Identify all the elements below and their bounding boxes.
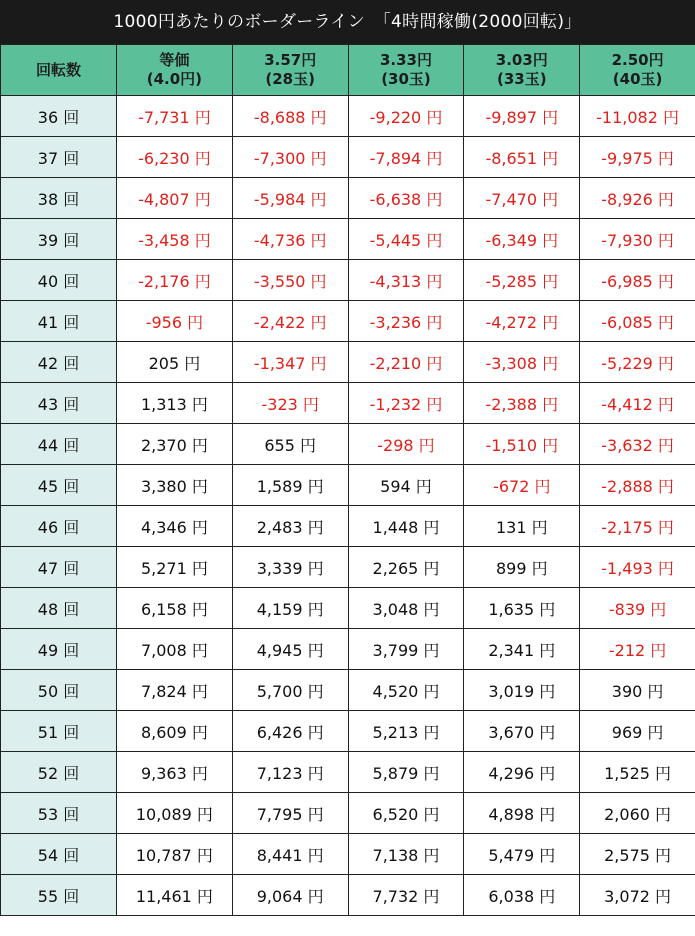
value-cell: 5,479 円 bbox=[464, 834, 580, 875]
value-cell: 8,609 円 bbox=[117, 711, 233, 752]
value-cell: 4,346 円 bbox=[117, 506, 233, 547]
value-cell: -2,888 円 bbox=[580, 465, 695, 506]
spin-count-cell: 46 回 bbox=[1, 506, 117, 547]
table-row bbox=[1, 260, 695, 301]
table-row bbox=[1, 178, 695, 219]
value-cell: 3,670 円 bbox=[464, 711, 580, 752]
value-cell: -6,230 円 bbox=[117, 137, 233, 178]
value-cell: 2,575 円 bbox=[580, 834, 695, 875]
spin-count-cell: 52 回 bbox=[1, 752, 117, 793]
header-sublabel: (28玉) bbox=[265, 70, 315, 88]
value-cell: 6,158 円 bbox=[117, 588, 233, 629]
table-title: 1000円あたりのボーダーライン 「4時間稼働(2000回転)」 bbox=[0, 0, 695, 44]
header-rate-2-50 bbox=[580, 45, 695, 96]
value-cell: -4,736 円 bbox=[232, 219, 348, 260]
value-cell: -3,236 円 bbox=[348, 301, 464, 342]
value-cell: 7,008 円 bbox=[117, 629, 233, 670]
value-cell: -839 円 bbox=[580, 588, 695, 629]
value-cell: -298 円 bbox=[348, 424, 464, 465]
spin-count-cell: 44 回 bbox=[1, 424, 117, 465]
value-cell: -2,175 円 bbox=[580, 506, 695, 547]
spin-count-cell: 54 回 bbox=[1, 834, 117, 875]
value-cell: 3,799 円 bbox=[348, 629, 464, 670]
table-row bbox=[1, 711, 695, 752]
value-cell: -4,313 円 bbox=[348, 260, 464, 301]
header-rate-4-0 bbox=[117, 45, 233, 96]
table-row bbox=[1, 752, 695, 793]
spin-count-cell: 45 回 bbox=[1, 465, 117, 506]
value-cell: 390 円 bbox=[580, 670, 695, 711]
table-row bbox=[1, 588, 695, 629]
value-cell: -4,412 円 bbox=[580, 383, 695, 424]
value-cell: -9,220 円 bbox=[348, 96, 464, 137]
value-cell: 4,159 円 bbox=[232, 588, 348, 629]
header-spin-count bbox=[1, 45, 117, 96]
table-row bbox=[1, 96, 695, 137]
value-cell: -2,210 円 bbox=[348, 342, 464, 383]
table-row bbox=[1, 629, 695, 670]
value-cell: 6,520 円 bbox=[348, 793, 464, 834]
value-cell: -8,926 円 bbox=[580, 178, 695, 219]
value-cell: -323 円 bbox=[232, 383, 348, 424]
value-cell: -1,493 円 bbox=[580, 547, 695, 588]
header-label: 2.50円 bbox=[611, 51, 664, 69]
value-cell: 7,138 円 bbox=[348, 834, 464, 875]
value-cell: 7,824 円 bbox=[117, 670, 233, 711]
spin-count-cell: 55 回 bbox=[1, 875, 117, 916]
value-cell: -3,308 円 bbox=[464, 342, 580, 383]
spin-count-cell: 48 回 bbox=[1, 588, 117, 629]
value-cell: -5,445 円 bbox=[348, 219, 464, 260]
value-cell: -5,285 円 bbox=[464, 260, 580, 301]
spin-count-cell: 40 回 bbox=[1, 260, 117, 301]
table-row bbox=[1, 793, 695, 834]
value-cell: 131 円 bbox=[464, 506, 580, 547]
value-cell: 969 円 bbox=[580, 711, 695, 752]
table-row bbox=[1, 219, 695, 260]
spin-count-cell: 51 回 bbox=[1, 711, 117, 752]
value-cell: 10,089 円 bbox=[117, 793, 233, 834]
value-cell: -1,347 円 bbox=[232, 342, 348, 383]
value-cell: -9,975 円 bbox=[580, 137, 695, 178]
spin-count-cell: 50 回 bbox=[1, 670, 117, 711]
border-line-table bbox=[0, 44, 695, 916]
table-row bbox=[1, 137, 695, 178]
value-cell: 5,271 円 bbox=[117, 547, 233, 588]
value-cell: -7,470 円 bbox=[464, 178, 580, 219]
table-row bbox=[1, 834, 695, 875]
value-cell: -7,930 円 bbox=[580, 219, 695, 260]
value-cell: -4,807 円 bbox=[117, 178, 233, 219]
value-cell: -3,632 円 bbox=[580, 424, 695, 465]
value-cell: -2,388 円 bbox=[464, 383, 580, 424]
value-cell: -6,349 円 bbox=[464, 219, 580, 260]
spin-count-cell: 41 回 bbox=[1, 301, 117, 342]
spin-count-cell: 37 回 bbox=[1, 137, 117, 178]
value-cell: 4,898 円 bbox=[464, 793, 580, 834]
value-cell: 2,265 円 bbox=[348, 547, 464, 588]
value-cell: 1,448 円 bbox=[348, 506, 464, 547]
table-row bbox=[1, 342, 695, 383]
table-row bbox=[1, 465, 695, 506]
header-label: 等価 bbox=[159, 51, 190, 69]
value-cell: -4,272 円 bbox=[464, 301, 580, 342]
spin-count-cell: 53 回 bbox=[1, 793, 117, 834]
header-sublabel: (33玉) bbox=[496, 70, 547, 88]
value-cell: 6,426 円 bbox=[232, 711, 348, 752]
value-cell: 4,520 円 bbox=[348, 670, 464, 711]
table-row bbox=[1, 670, 695, 711]
value-cell: -2,176 円 bbox=[117, 260, 233, 301]
header-label: 3.03円 bbox=[495, 51, 548, 69]
header-rate-3-57 bbox=[232, 45, 348, 96]
header-rate-3-03 bbox=[464, 45, 580, 96]
value-cell: 10,787 円 bbox=[117, 834, 233, 875]
header-sublabel: (4.0円) bbox=[146, 70, 203, 88]
value-cell: 4,945 円 bbox=[232, 629, 348, 670]
value-cell: -7,300 円 bbox=[232, 137, 348, 178]
table-row bbox=[1, 424, 695, 465]
value-cell: 899 円 bbox=[464, 547, 580, 588]
value-cell: 1,589 円 bbox=[232, 465, 348, 506]
value-cell: 3,339 円 bbox=[232, 547, 348, 588]
spin-count-cell: 47 回 bbox=[1, 547, 117, 588]
value-cell: 5,879 円 bbox=[348, 752, 464, 793]
value-cell: -5,984 円 bbox=[232, 178, 348, 219]
value-cell: -6,985 円 bbox=[580, 260, 695, 301]
value-cell: -672 円 bbox=[464, 465, 580, 506]
value-cell: 2,483 円 bbox=[232, 506, 348, 547]
table-row bbox=[1, 547, 695, 588]
value-cell: 7,795 円 bbox=[232, 793, 348, 834]
spin-count-cell: 38 回 bbox=[1, 178, 117, 219]
spin-count-cell: 49 回 bbox=[1, 629, 117, 670]
value-cell: 1,525 円 bbox=[580, 752, 695, 793]
value-cell: -6,638 円 bbox=[348, 178, 464, 219]
value-cell: -3,550 円 bbox=[232, 260, 348, 301]
value-cell: 3,019 円 bbox=[464, 670, 580, 711]
header-label: 回転数 bbox=[35, 60, 81, 79]
value-cell: -7,894 円 bbox=[348, 137, 464, 178]
header-label: 3.57円 bbox=[264, 51, 317, 69]
value-cell: 7,732 円 bbox=[348, 875, 464, 916]
value-cell: 594 円 bbox=[348, 465, 464, 506]
value-cell: 9,064 円 bbox=[232, 875, 348, 916]
value-cell: -8,651 円 bbox=[464, 137, 580, 178]
value-cell: 6,038 円 bbox=[464, 875, 580, 916]
value-cell: 205 円 bbox=[117, 342, 233, 383]
value-cell: -7,731 円 bbox=[117, 96, 233, 137]
table-row bbox=[1, 301, 695, 342]
value-cell: -5,229 円 bbox=[580, 342, 695, 383]
value-cell: 655 円 bbox=[232, 424, 348, 465]
value-cell: -6,085 円 bbox=[580, 301, 695, 342]
value-cell: 8,441 円 bbox=[232, 834, 348, 875]
value-cell: -9,897 円 bbox=[464, 96, 580, 137]
value-cell: 2,370 円 bbox=[117, 424, 233, 465]
table-body bbox=[1, 96, 695, 916]
value-cell: 11,461 円 bbox=[117, 875, 233, 916]
header-sublabel: (40玉) bbox=[612, 70, 663, 88]
value-cell: 1,635 円 bbox=[464, 588, 580, 629]
spin-count-cell: 43 回 bbox=[1, 383, 117, 424]
table-row bbox=[1, 875, 695, 916]
value-cell: 7,123 円 bbox=[232, 752, 348, 793]
value-cell: -212 円 bbox=[580, 629, 695, 670]
value-cell: -2,422 円 bbox=[232, 301, 348, 342]
header-rate-3-33 bbox=[348, 45, 464, 96]
value-cell: -956 円 bbox=[117, 301, 233, 342]
spin-count-cell: 36 回 bbox=[1, 96, 117, 137]
value-cell: 4,296 円 bbox=[464, 752, 580, 793]
value-cell: 5,213 円 bbox=[348, 711, 464, 752]
spin-count-cell: 39 回 bbox=[1, 219, 117, 260]
value-cell: 2,341 円 bbox=[464, 629, 580, 670]
value-cell: -8,688 円 bbox=[232, 96, 348, 137]
value-cell: 1,313 円 bbox=[117, 383, 233, 424]
value-cell: -11,082 円 bbox=[580, 96, 695, 137]
value-cell: 5,700 円 bbox=[232, 670, 348, 711]
value-cell: 3,072 円 bbox=[580, 875, 695, 916]
value-cell: -3,458 円 bbox=[117, 219, 233, 260]
value-cell: 3,048 円 bbox=[348, 588, 464, 629]
header-row bbox=[1, 45, 695, 96]
value-cell: -1,510 円 bbox=[464, 424, 580, 465]
table-row bbox=[1, 383, 695, 424]
value-cell: 2,060 円 bbox=[580, 793, 695, 834]
table-row bbox=[1, 506, 695, 547]
header-sublabel: (30玉) bbox=[381, 70, 431, 88]
value-cell: 9,363 円 bbox=[117, 752, 233, 793]
value-cell: 3,380 円 bbox=[117, 465, 233, 506]
spin-count-cell: 42 回 bbox=[1, 342, 117, 383]
header-label: 3.33円 bbox=[379, 51, 432, 69]
value-cell: -1,232 円 bbox=[348, 383, 464, 424]
